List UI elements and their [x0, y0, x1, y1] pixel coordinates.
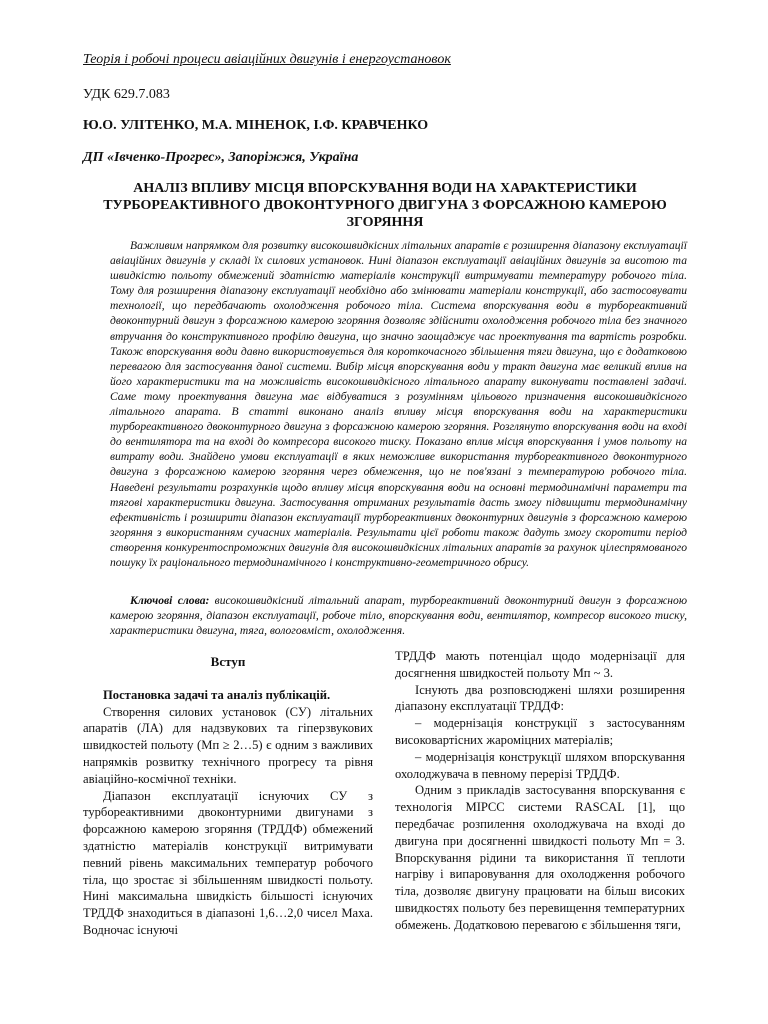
left-paragraph-2: Діапазон експлуатації існуючих СУ з турбореактивними двоконтурними двигунами з форсажною камерою згоряння (ТРДДФ) обмежений здатністю матеріалів конструкції витримувати певний рівень максимальних температур робочого тіла, що зростає зі збільшенням швидкості польоту. Нині максимальна швидкість більшості існуючих ТРДДФ знаходиться в діапазоні 1,6…2,0 чисел Маха. Водночас існуючі: [83, 788, 373, 937]
keywords-text: високошвидкісний літальний апарат, турбореактивний двоконтурний двигун з форсажною камерою згоряння, діапазон експлуатації, робоче тіло, впорскування води, вентилятор, компресор високого тиску, характеристики двигуна, тяга, вологовміст, охолодження.: [110, 594, 687, 638]
right-paragraph-2: Існують два розповсюджені шляхи розширення діапазону експлуатації ТРДДФ:: [395, 682, 685, 714]
journal-header: Теорія і робочі процеси авіаційних двигунів і енергоустановок: [83, 52, 451, 67]
left-column: [83, 648, 373, 939]
paper-title: АНАЛІЗ ВПЛИВУ МІСЦЯ ВПОРСКУВАННЯ ВОДИ НА ХАРАКТЕРИСТИКИ ТУРБОРЕАКТИВНОГО ДВОКОНТУРНОГО ДВИГУНА З ФОРСАЖНОЮ КАМЕРОЮ ЗГОРЯННЯ: [103, 181, 667, 230]
list-item-2: – модернізація конструкції шляхом впорскування охолоджувача в певному перерізі ТРДДФ.: [395, 749, 685, 781]
keywords-label: Ключові слова:: [130, 594, 210, 607]
right-paragraph-1: ТРДДФ мають потенціал щодо модернізації для досягнення швидкостей польоту Mп ~ 3.: [395, 649, 685, 680]
affiliation: ДП «Івченко-Прогрес», Запоріжжя, Україна: [83, 150, 359, 165]
right-column: [395, 648, 685, 934]
udk-code: УДК 629.7.083: [83, 87, 170, 102]
subheading-problem: [83, 687, 373, 704]
authors: Ю.О. УЛІТЕНКО, М.А. МІНЕНОК, І.Ф. КРАВЧЕНКО: [83, 118, 429, 133]
subheading-text: Постановка задачі та аналіз публікацій.: [103, 687, 331, 702]
keywords: [110, 593, 687, 638]
abstract: Важливим напрямком для розвитку високошвидкісних літальних апаратів є розширення діапазону експлуатації авіаційних двигунів у складі їх силових установок. Нині діапазон експлуатації авіаційних двигунів за висотою та швидкістю польоту обмежений здатністю матеріалів конструкції витримувати температуру робочого тіла. Тому для розширення діапазону експлуатації необхідно або змінювати матеріали конструкції, або застосовувати технології, що передбачають охолодження робочого тіла. Система впорскування води в турбореактивний двоконтурний двигун з форсажною камерою згоряння дозволяє здійснити охолодження робочого тіла без значного втручання до конструктивного профілю двигуна, що значно заощаджує час проектування та вартість розробки. Також впорскування води давно використовується для короткочасного збільшення тяги двигуна, що є додатковою перевагою для застосування даної системи. Вибір місця впорскування води у тракт двигуна має великий вплив на його характеристики та на можливість високошвидкісного літального апарату виконувати поставлені задачі. Саме тому проектування двигуна має відбуватися з розумінням цільового призначення високошвидкісного літального апарата. В статті виконано аналіз впливу місця впорскування води на характеристики турбореактивного двоконтурного двигуна з форсажною камерою згоряння. Розглянуто впорскування води на вході до вентилятора та на вході до компресора високого тиску. Показано вплив місця впорскування і умов польоту на витрату води. Знайдено умови експлуатації в яких неможливе використання турбореактивного двоконтурного двигуна з форсажною камерою згоряння через обмеження, що не пов'язані з температурою робочого тіла. Наведені результати розрахунків щодо впливу місця впорскування води на основні термодинамічні параметри та тягові характеристики двигуна. Застосування отриманих результатів дасть змогу підвищити термодинамічну ефективність і розширити діапазон експлуатації турбореактивних двоконтурних двигунів з форсажною камерою згоряння з використанням сучасних матеріалів. Результати цієї роботи також дадуть змогу скоротити період створення конкурентоспроможних двигунів для високошвидкісних літальних апаратів за рахунок цілеспрямованого пошуку їх раціонального термодинамічного і конструктивно-геометричного обрису.: [110, 239, 687, 569]
section-heading-intro: Вступ: [210, 654, 246, 669]
left-paragraph-1: Створення силових установок (СУ) літальних апаратів (ЛА) для надзвукових та гіперзвукових швидкостей польоту (Mп ≥ 2…5) є одним з важливих напрямків розвитку технічного прогресу та рівня авіаційно-космічної техніки.: [83, 704, 373, 786]
list-item-1: – модернізація конструкції з застосуванням високовартісних жароміцних матеріалів;: [395, 716, 685, 747]
right-paragraph-3: Одним з прикладів застосування впорскування є технологія MIPCC системи RASCAL [1], що передбачає розпилення охолоджувача на вході до двигуна при досягненні швидкості польоту Mп = 3. Впорскування рідини та використання її теплоти нагріву і випаровування для охолодження робочого тіла, дозволяє двигуну працювати на більш високих швидкостях польоту без перевищення температурних обмежень. Додатковою перевагою є збільшення тяги,: [395, 783, 685, 932]
